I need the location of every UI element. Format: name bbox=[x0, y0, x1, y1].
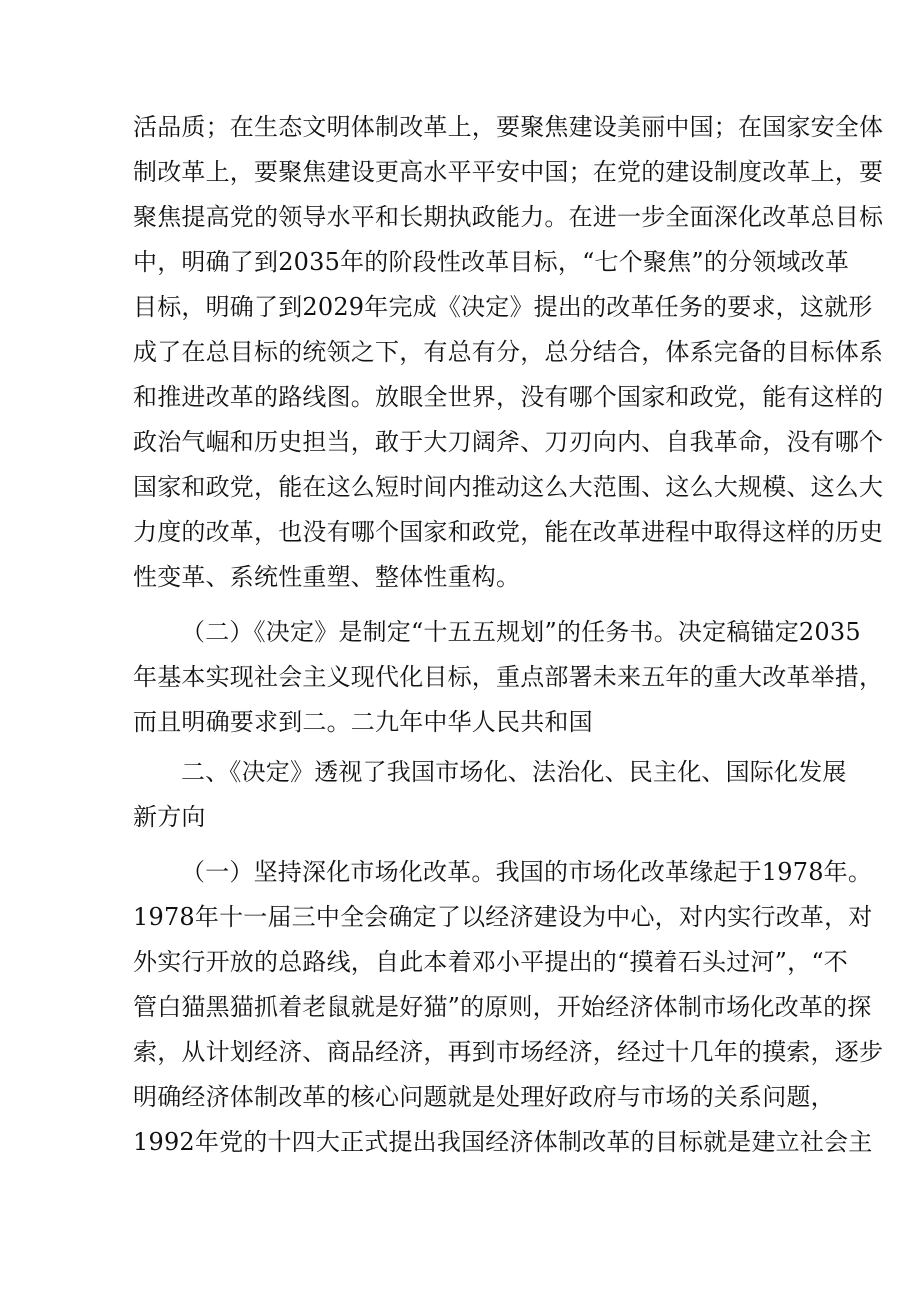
paragraph-line: 外实行开放的总路线，自此本着邓小平提出的“摸着石头过河”，“不 bbox=[133, 948, 849, 976]
paragraph-line: 和推进改革的路线图。放眼全世界，没有哪个国家和政党，能有这样的 bbox=[133, 383, 884, 411]
paragraph-line: 目标，明确了到2029年完成《决定》提出的改革任务的要求，这就形 bbox=[133, 293, 873, 321]
paragraph-line: 聚焦提高党的领导水平和长期执政能力。在进一步全面深化改革总目标 bbox=[133, 203, 884, 231]
paragraph-line: 明确经济体制改革的核心问题就是处理好政府与市场的关系问题， bbox=[133, 1083, 835, 1111]
paragraph-line: 成了在总目标的统领之下，有总有分，总分结合，体系完备的目标体系 bbox=[133, 338, 884, 366]
section-heading: 二、《决定》透视了我国市场化、法治化、民主化、国际化发展 bbox=[181, 758, 847, 786]
paragraph-line: 制改革上，要聚焦建设更高水平平安中国；在党的建设制度改革上，要 bbox=[133, 158, 884, 186]
paragraph-line: 力度的改革，也没有哪个国家和政党，能在改革进程中取得这样的历史 bbox=[133, 518, 884, 546]
paragraph-line: 1992年党的十四大正式提出我国经济体制改革的目标就是建立社会主 bbox=[133, 1128, 873, 1156]
paragraph-line: 活品质；在生态文明体制改革上，要聚焦建设美丽中国；在国家安全体 bbox=[133, 113, 884, 141]
subsection-heading-line: （一）坚持深化市场化改革。我国的市场化改革缘起于1978年。 bbox=[181, 858, 873, 886]
paragraph-line: 索，从计划经济、商品经济，再到市场经济，经过十几年的摸索，逐步 bbox=[133, 1038, 884, 1066]
subsection-heading-line: （二）《决定》是制定“十五五规划”的任务书。决定稿锚定2035 bbox=[181, 618, 861, 646]
paragraph-line: 1978年十一届三中全会确定了以经济建设为中心，对内实行改革，对 bbox=[133, 903, 873, 931]
paragraph-line: 政治气崛和历史担当，敢于大刀阔斧、刀刃向内、自我革命，没有哪个 bbox=[133, 428, 884, 456]
paragraph-line: 中，明确了到2035年的阶段性改革目标，“七个聚焦”的分领域改革 bbox=[133, 248, 850, 276]
section-heading-continued: 新方向 bbox=[133, 803, 206, 831]
paragraph-line: 年基本实现社会主义现代化目标，重点部署未来五年的重大改革举措， bbox=[133, 663, 884, 691]
paragraph-line: 性变革、系统性重塑、整体性重构。 bbox=[133, 563, 521, 591]
paragraph-line: 国家和政党，能在这么短时间内推动这么大范围、这么大规模、这么大 bbox=[133, 473, 884, 501]
paragraph-line: 而且明确要求到二。二九年中华人民共和国 bbox=[133, 708, 593, 736]
paragraph-line: 管白猫黑猫抓着老鼠就是好猫”的原则，开始经济体制市场化改革的探 bbox=[133, 993, 872, 1021]
